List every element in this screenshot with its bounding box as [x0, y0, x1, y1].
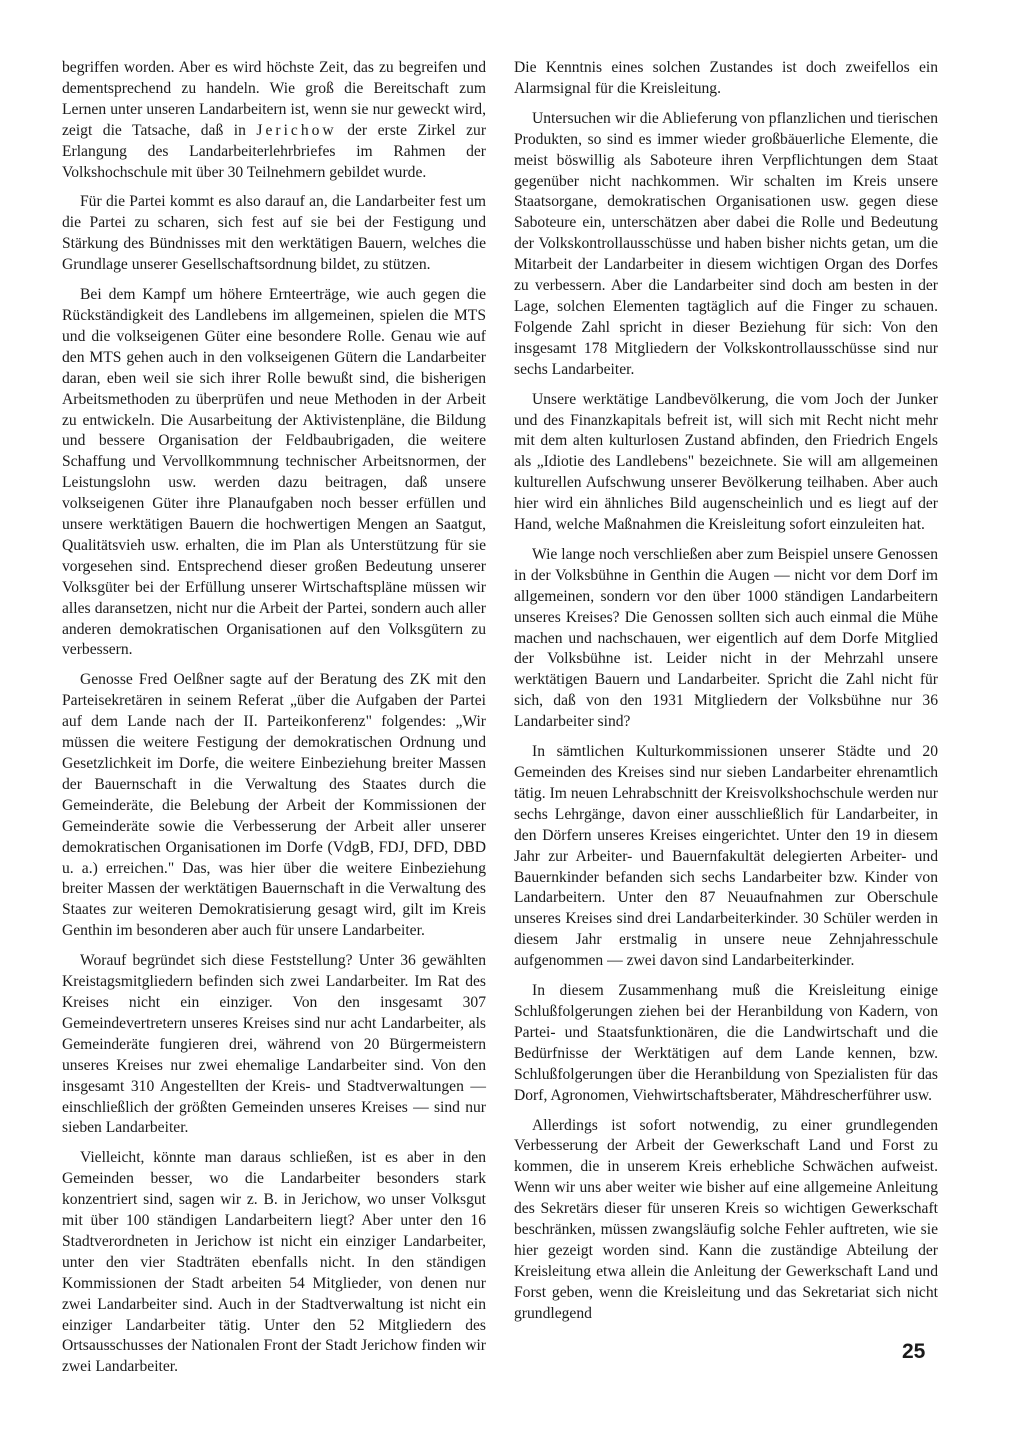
paragraph: Die Kenntnis eines solchen Zustandes ist doch zweifellos ein Alarmsignal für die Kreisleitung.: [514, 59, 938, 97]
text-run: begriffen worden. Aber es wird höchste Zeit, das zu begreifen und dementsprechend zu handeln. Wie groß die Bereitschaft zum Lernen unter unseren Landarbeitern ist, wenn sie nur geweckt wird, zeigt die Tatsache, daß in: [62, 59, 486, 139]
left-column: [62, 58, 486, 1387]
paragraph: Bei dem Kampf um höhere Ernteerträge, wie auch gegen die Rückständigkeit des Landlebens im allgemeinen, spielen die MTS und die volkseigenen Güter eine besondere Rolle. Genau wie auf den MTS gehen auch in den volkseigenen Gütern die Landarbeiter daran, eben weil sie sich ihrer Rolle bewußt sind, die bisherigen Arbeitsmethoden zu überprüfen und neue Methoden in der Arbeit zu entwickeln. Die Ausarbeitung der Aktivistenpläne, die Bildung und bessere Organisation der Feldbaubrigaden, die weitere Schaffung und Vervollkommnung technischer Arbeitsnormen, der Leistungslohn usw. werden dazu beitragen, daß unsere volkseigenen Güter ihre Planaufgaben noch besser erfüllen und unsere werktätigen Bauern die hochwertigen Mengen an Saatgut, Qualitätsvieh usw. erhalten, die im Plan als Unterstützung für sie vorgesehen sind. Entsprechend dieser großen Bedeutung unserer Volksgüter bei der Erfüllung unserer Wirtschaftspläne müssen wir alles daransetzen, nicht nur die Arbeit der Partei, sondern auch aller anderen demokratischen Organisationen auf den Volksgütern zu verbessern.: [62, 286, 486, 659]
right-column: [514, 58, 938, 1334]
paragraph: Wie lange noch verschließen aber zum Beispiel unsere Genossen in der Volksbühne in Genthin die Augen — nicht vor dem Dorf im allgemeinen, sondern vor den über 1000 ständigen Landarbeitern unseres Kreises? Die Genossen sollten sich auch einmal die Mühe machen und nachschauen, wer eigentlich auf dem Dorfe Mitglied der Volksbühne ist. Leider nicht in der Mehrzahl unsere werktätigen Bauern und Landarbeiter. Spricht die Zahl nicht für sich, daß von den 1931 Mitgliedern der Volksbühne nur 36 Landarbeiter sind?: [514, 545, 938, 731]
spaced-place-name: Jerichow: [256, 121, 337, 139]
paragraph: Für die Partei kommt es also darauf an, die Landarbeiter fest um die Partei zu scharen, sich fest auf sie bei der Festigung und Stärkung des Bündnisses mit den werktätigen Bauern, welches die Grundlage unserer Gesellschaftsordnung bildet, zu stützen.: [62, 193, 486, 274]
paragraph: Genosse Fred Oelßner sagte auf der Beratung des ZK mit den Parteisekretären in seinem Referat „über die Aufgaben der Partei auf dem Lande nach der II. Parteikonferenz" folgendes: „Wir müssen die weitere Festigung der demokratischen Ordnung und Gesetzlichkeit im Dorfe, die weitere Einbeziehung breiter Massen der Bauernschaft in die Verwaltung des Staates durch die Gemeinderäte, die Belebung der Arbeit der Kommissionen der Gemeinderäte sowie die Verbesserung der Arbeit aller unserer demokratischen Organisationen im Dorfe (VdgB, FDJ, DFD, DBD u. a.) erreichen." Das, was hier über die weitere Einbeziehung breiter Massen der werktätigen Bauernschaft in die Verwaltung des Staates zur weiteren Demokratisierung gesagt wird, gilt im Kreis Genthin im besonderen aber auch für unsere Landarbeiter.: [62, 671, 486, 940]
page-number: 25: [902, 1340, 926, 1363]
paragraph: Untersuchen wir die Ablieferung von pflanzlichen und tierischen Produkten, so sind es immer wieder großbäuerliche Elemente, die meist böswillig als Saboteure ihren Verpflichtungen dem Staat gegenüber nicht nachkommen. Wir schalten im Kreis unsere Staatsorgane, demokratischen Organisationen usw. gegen diese Saboteure ein, unterschätzen aber dabei die Rolle und Bedeutung der Volkskontrollausschüsse und haben bisher nichts getan, um die Mitarbeit der Landarbeiter in diesem wichtigen Organ des Dorfes zu verbessern. Aber die Landarbeiter sind doch am besten in der Lage, solchen Elementen tagtäglich auf die Finger zu schauen. Folgende Zahl spricht in dieser Beziehung für sich: Von den insgesamt 178 Mitgliedern der Volkskontrollausschüsse sind nur sechs Landarbeiter.: [514, 109, 938, 378]
paragraph: In sämtlichen Kulturkommissionen unserer Städte und 20 Gemeinden des Kreises sind nur sieben Landarbeiter ehrenamtlich tätig. Im neuen Lehrabschnitt der Kreisvolkshochschule werden nur sechs Lehrgänge, davon einer ausschließlich für Landarbeiter, in den Dörfern unseres Kreises eingerichtet. Unter den 19 in diesem Jahr zur Arbeiter- und Bauernfakultät delegierten Arbeiter- und Bauernkinder befanden sich sechs Landarbeiter bzw. Kinder von Landarbeitern. Unter den 87 Neuaufnahmen zur Oberschule unseres Kreises sind drei Landarbeiterkinder. 30 Schüler werden in diesem Jahr erstmalig in unsere neue Zehnjahresschule aufgenommen — zwei davon sind Landarbeiterkinder.: [514, 743, 938, 970]
paragraph: Vielleicht, könnte man daraus schließen, ist es aber in den Gemeinden besser, wo die Landarbeiter besonders stark konzentriert sind, sagen wir z. B. in Jerichow, wo unser Volksgut mit über 100 ständigen Landarbeitern liegt? Aber unter den 16 Stadtverordneten in Jerichow ist nicht ein einziger Landarbeiter, unter den vier Stadträten ebenfalls nicht. In den ständigen Kommissionen der Stadt arbeiten 54 Mitglieder, von denen nur zwei Landarbeiter sind. Auch in der Stadtverwaltung ist nicht ein einziger Landarbeiter tätig. Unter den 52 Mitgliedern des Ortsausschusses der Nationalen Front der Stadt Jerichow finden wir zwei Landarbeiter.: [62, 1149, 486, 1376]
paragraph: In diesem Zusammenhang muß die Kreisleitung einige Schlußfolgerungen ziehen bei der Heranbildung von Kadern, von Partei- und Staatsfunktionären, die die Landwirtschaft und die Bedürfnisse der Werktätigen auf dem Lande kennen, bzw. Schlußfolgerungen über die Heranbildung von Spezialisten für das Dorf, Agronomen, Viehwirtschaftsberater, Mähdrescherführer usw.: [514, 982, 938, 1104]
paragraph: Unsere werktätige Landbevölkerung, die vom Joch der Junker und des Finanzkapitals befreit ist, will sich mit Recht nicht mehr mit dem alten kulturlosen Zustand abfinden, den Friedrich Engels als „Idiotie des Landlebens" bezeichnete. Sie will am allgemeinen kulturellen Aufschwung unserer Bevölkerung teilhaben. Aber auch hier wird ein ähnliches Bild augenscheinlich und es liegt auf der Hand, welche Maßnahmen die Kreisleitung sofort einzuleiten hat.: [514, 390, 938, 534]
text-run: der erste Zirkel zur Erlangung des Landarbeiterlehrbriefes im Rahmen der Volkshochschule mit über 30 Teilnehmern gebildet wurde.: [62, 121, 487, 181]
paragraph: Allerdings ist sofort notwendig, zu einer grundlegenden Verbesserung der Arbeit der Gewerkschaft Land und Forst zu kommen, die in unserem Kreis erhebliche Schwächen aufweist. Wenn wir uns aber weiter wie bisher auf eine allgemeine Anleitung des Sekretärs dieser für unseren Kreis so wichtigen Gewerkschaft beschränken, müssen zwangsläufig solche Fehler auftreten, wie sie hier gezeigt worden sind. Kann die zuständige Abteilung der Kreisleitung etwa allein die Anleitung der Gewerkschaft Land und Forst geben, wenn die Kreisleitung und das Sekretariat sich nicht grundlegend: [514, 1116, 938, 1322]
paragraph: [62, 58, 486, 183]
paragraph: Worauf begründet sich diese Feststellung? Unter 36 gewählten Kreistagsmitgliedern befinden sich zwei Landarbeiter. Im Rat des Kreises nicht ein einziger. Von den insgesamt 307 Gemeindevertretern unseres Kreises sind nur acht Landarbeiter, als Gemeinderäte fungieren drei, während von 20 Bürgermeistern unseres Kreises nur zwei ehemalige Landarbeiter sind. Von den insgesamt 310 Angestellten der Kreis- und Stadtverwaltungen — einschließlich der größten Gemeinden unseres Kreises — sind nur sieben Landarbeiter.: [62, 952, 486, 1137]
